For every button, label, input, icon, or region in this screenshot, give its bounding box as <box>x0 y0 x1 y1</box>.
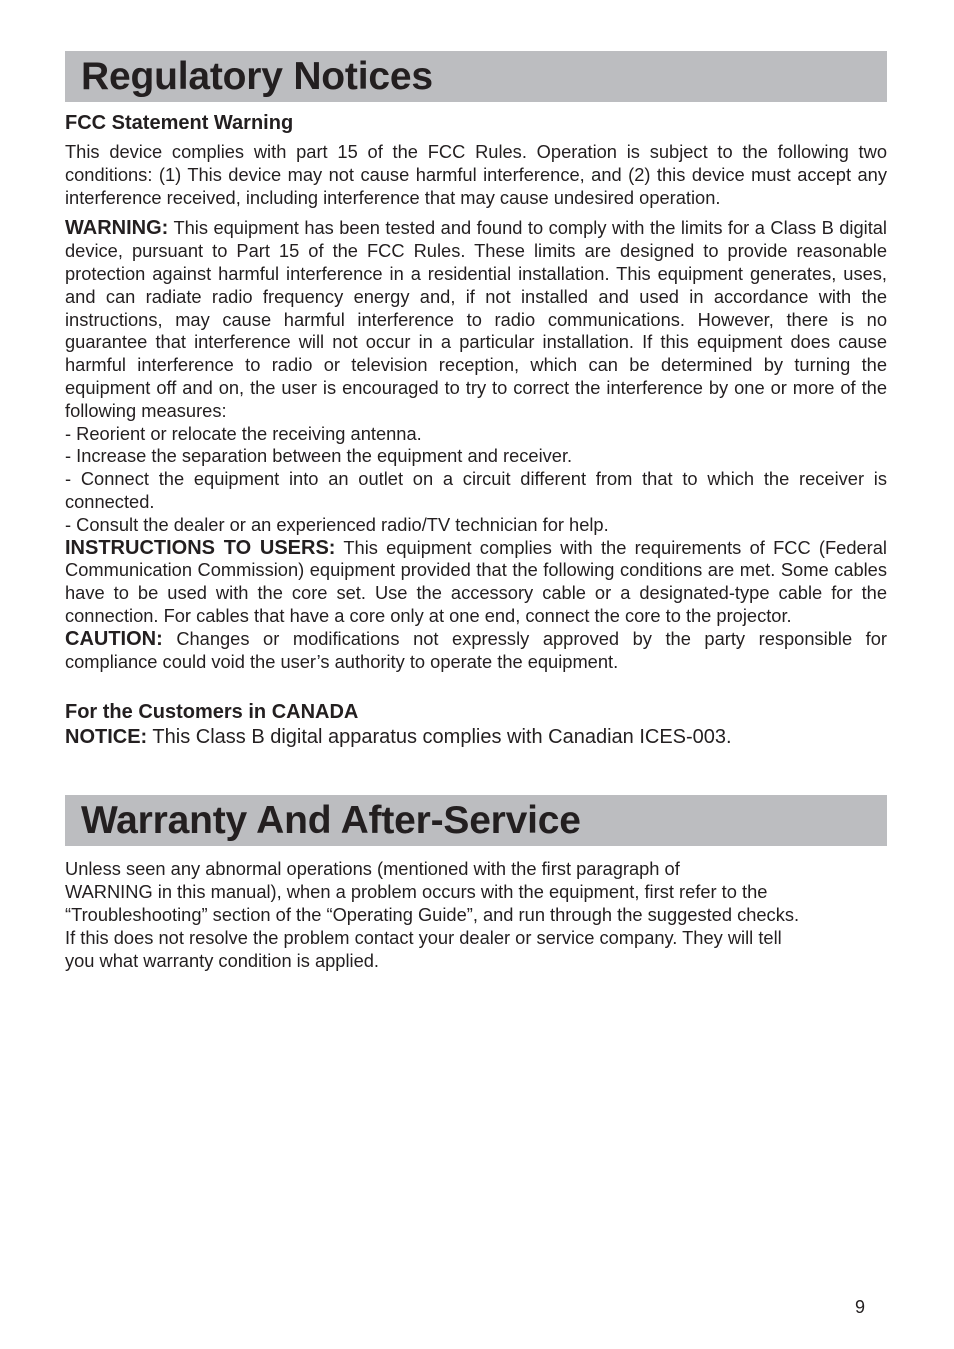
measure-item: - Reorient or relocate the receiving antenna. <box>65 422 422 444</box>
caution-paragraph <box>65 628 887 674</box>
warranty-line: WARNING in this manual), when a problem occurs with the equipment, first refer to the <box>65 881 768 903</box>
warranty-line: If this does not resolve the problem contact your dealer or service company. They will tell <box>65 926 782 948</box>
instructions-paragraph <box>65 537 887 628</box>
page-content <box>65 51 887 972</box>
warranty-line: you what warranty condition is applied. <box>65 949 380 971</box>
warranty-banner <box>65 795 887 846</box>
notice-text: This Class B digital apparatus complies with Canadian ICES-003. <box>147 726 732 749</box>
measure-item: - Consult the dealer or an experienced radio/TV technician for help. <box>65 513 609 535</box>
warning-label: WARNING: <box>65 217 169 240</box>
measure-item: - Connect the equipment into an outlet on a circuit different from that to which the receiver is connected. <box>65 468 887 512</box>
regulatory-title: Regulatory Notices <box>81 55 433 98</box>
warranty-line: Unless seen any abnormal operations (mentioned with the first paragraph of <box>65 858 680 880</box>
warranty-line: “Troubleshooting” section of the “Operating Guide”, and run through the suggested checks. <box>65 903 800 925</box>
instructions-label: INSTRUCTIONS TO USERS: <box>65 536 336 559</box>
measure-item: - Increase the separation between the equipment and receiver. <box>65 445 573 467</box>
warning-paragraph <box>65 217 887 422</box>
canada-heading: For the Customers in CANADA <box>65 701 359 724</box>
notice-paragraph <box>65 724 887 750</box>
fcc-statement: This device complies with part 15 of the FCC Rules. Operation is subject to the following two conditions: (1) This device may not cause harmful interference, and (2) this device must accept any interference received, including interference that may cause undesired operation. <box>65 141 887 208</box>
regulatory-banner <box>65 51 887 102</box>
instructions-text: This equipment complies with the requirements of FCC (Federal Communication Commission) equipment provided that the following conditions are met. Some cables have to be used with the core set. Use the accessory cable or a designated-type cable for the connection. For cables that have a core only at one end, connect the core to the projector. <box>65 536 887 626</box>
caution-label: CAUTION: <box>65 627 163 650</box>
caution-text: Changes or modifications not expressly approved by the party responsible for compliance could void the user’s authority to operate the equipment. <box>65 627 887 672</box>
warranty-text <box>65 858 887 972</box>
warranty-title: Warranty And After-Service <box>81 799 581 843</box>
page-number: 9 <box>855 1297 866 1317</box>
fcc-heading: FCC Statement Warning <box>65 112 294 134</box>
notice-label: NOTICE: <box>65 726 148 749</box>
warning-text: This equipment has been tested and found to comply with the limits for a Class B digital device, pursuant to Part 15 of the FCC Rules. These limits are designed to provide reasonable protection against harmful interference in a residential installation. This equipment generates, uses, and can radiate radio frequency energy and, if not installed and used in accordance with the instructions, may cause harmful interference to radio communications. However, there is no guarantee that interference will not occur in a particular installation. If this equipment does cause harmful interference to radio or television reception, which can be determined by turning the equipment off and on, the user is encouraged to try to correct the interference by one or more of the following measures: <box>65 217 887 421</box>
